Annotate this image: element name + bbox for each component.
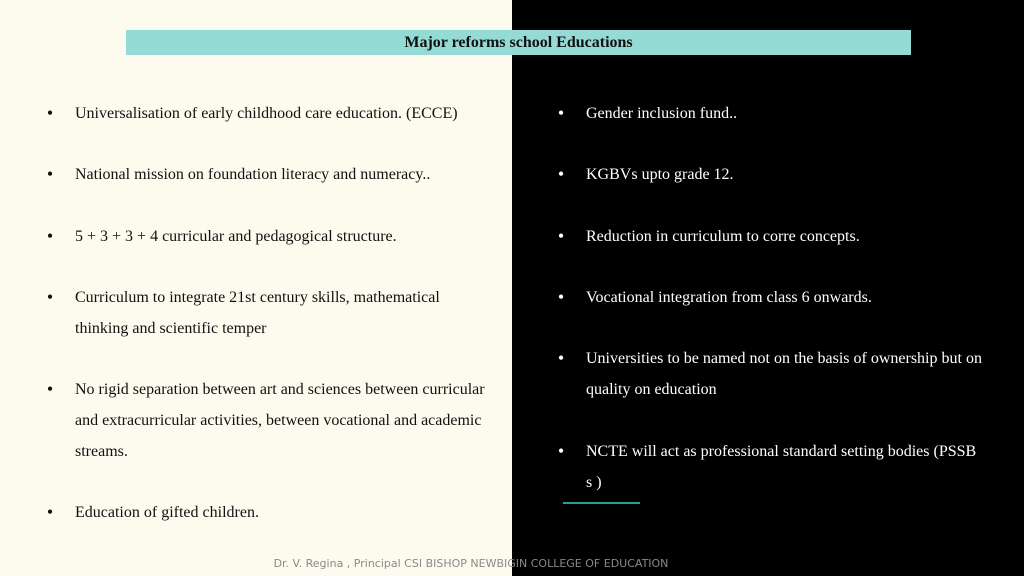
- list-item-text: Universities to be named not on the basis of ownership but on quality on education: [586, 350, 982, 398]
- list-item-text: Reduction in curriculum to corre concepts.: [586, 228, 860, 245]
- list-item-text: Education of gifted children.: [75, 504, 259, 521]
- bullet-icon: •: [557, 441, 565, 461]
- bullet-icon: •: [46, 103, 54, 123]
- slide-title: Major reforms school Educations: [126, 30, 911, 55]
- bullet-icon: •: [46, 287, 54, 307]
- footer-text: Dr. V. Regina , Principal CSI BISHOP NEWBIGIN COLLEGE OF EDUCATION: [273, 557, 669, 570]
- bullet-icon: •: [557, 287, 565, 307]
- list-item-text: KGBVs upto grade 12.: [586, 166, 734, 183]
- bullet-icon: •: [557, 226, 565, 246]
- bullet-icon: •: [46, 502, 54, 522]
- bullet-icon: •: [46, 164, 54, 184]
- list-item-text: Curriculum to integrate 21st century skills, mathematical thinking and scientific temper: [75, 289, 440, 337]
- list-item-text: No rigid separation between art and sciences between curricular and extracurricular activities, between vocational and academic streams.: [75, 381, 485, 460]
- accent-divider: [563, 502, 640, 504]
- list-item-text: Vocational integration from class 6 onwards.: [586, 289, 872, 306]
- list-item-text: Gender inclusion fund..: [586, 105, 738, 122]
- bullet-icon: •: [46, 226, 54, 246]
- bullet-icon: •: [557, 103, 565, 123]
- list-item-text: 5 + 3 + 3 + 4 curricular and pedagogical structure.: [75, 228, 397, 245]
- footer: [0, 557, 1024, 570]
- bullet-icon: •: [557, 164, 565, 184]
- bullet-icon: •: [557, 348, 565, 368]
- list-item-text: NCTE will act as professional standard setting bodies (PSSB s ): [586, 443, 977, 491]
- list-item-text: National mission on foundation literacy and numeracy..: [75, 166, 431, 183]
- bullet-icon: •: [46, 379, 54, 399]
- list-item-text: Universalisation of early childhood care education. (ECCE): [75, 105, 458, 122]
